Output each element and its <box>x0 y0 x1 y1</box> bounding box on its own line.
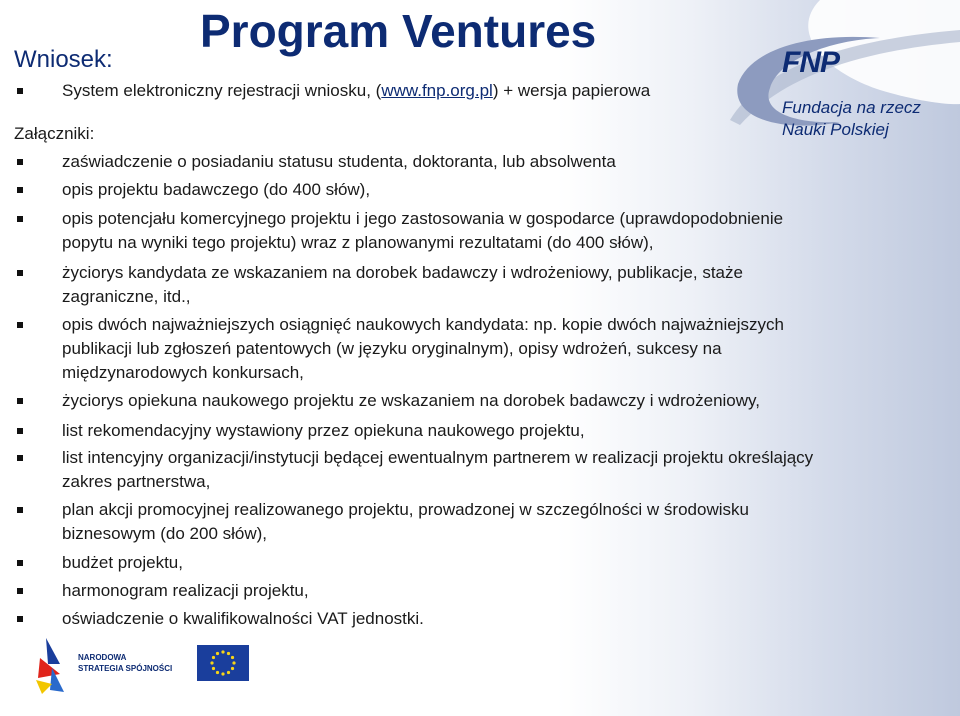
bullet-icon <box>17 88 23 94</box>
bullet-icon <box>17 216 23 222</box>
bullet-icon <box>17 398 23 404</box>
fnp-abbr: FNP <box>782 46 839 79</box>
attachment-item-line: publikacji lub zgłoszeń patentowych (w języku oryginalnym), opisy wdrożeń, sukcesy na <box>62 339 722 358</box>
attachment-item-line: popytu na wyniki tego projektu) wraz z planowanymi rezultatami (do 400 słów), <box>62 233 654 252</box>
attachment-item-line: biznesowym (do 200 słów), <box>62 524 268 543</box>
attachment-item-line: budżet projektu, <box>62 553 183 572</box>
bullet-icon <box>17 455 23 461</box>
fnp-name-line2: Nauki Polskiej <box>782 120 889 139</box>
system-prefix: System elektroniczny rejestracji wniosku, ( <box>62 81 382 100</box>
bullet-icon <box>17 159 23 165</box>
bullet-icon <box>17 270 23 276</box>
bullet-icon <box>17 588 23 594</box>
bullet-icon <box>17 322 23 328</box>
slide-title: Program Ventures <box>200 5 597 57</box>
bullet-icon <box>17 560 23 566</box>
attachment-item-line: opis potencjału komercyjnego projektu i jego zastosowania w gospodarce (uprawdopodobnienie <box>62 209 784 228</box>
attachments-label: Załączniki: <box>14 124 95 143</box>
bullet-icon <box>17 616 23 622</box>
fnp-name-line1: Fundacja na rzecz <box>782 98 921 117</box>
nss-text-line1: NARODOWA <box>78 653 127 662</box>
attachment-item-line: opis projektu badawczego (do 400 słów), <box>62 180 371 199</box>
attachment-item-line: opis dwóch najważniejszych osiągnięć naukowych kandydata: np. kopie dwóch najważniejszych <box>62 315 784 334</box>
attachment-item-line: życiorys kandydata ze wskazaniem na dorobek badawczy i wdrożeniowy, publikacje, staże <box>62 263 743 282</box>
system-line <box>62 81 650 101</box>
attachment-item-line: zagraniczne, itd., <box>62 287 191 306</box>
section-heading: Wniosek: <box>14 46 113 73</box>
bullet-icon <box>17 507 23 513</box>
attachment-item-line: list rekomendacyjny wystawiony przez opiekuna naukowego projektu, <box>62 421 585 440</box>
eu-flag-icon <box>197 645 249 681</box>
attachment-item-line: list intencyjny organizacji/instytucji będącej ewentualnym partnerem w realizacji projektu określający <box>62 448 814 467</box>
attachment-item-line: oświadczenie o kwalifikowalności VAT jednostki. <box>62 609 424 628</box>
attachment-item-line: plan akcji promocyjnej realizowanego projektu, prowadzonej w szczególności w środowisku <box>62 500 749 519</box>
fnp-website-link[interactable]: www.fnp.org.pl <box>381 81 493 100</box>
bullet-icon <box>17 428 23 434</box>
attachment-item-line: zaświadczenie o posiadaniu statusu studenta, doktoranta, lub absolwenta <box>62 152 616 171</box>
nss-text-line2: STRATEGIA SPÓJNOŚCI <box>78 664 173 673</box>
bullet-icon <box>17 187 23 193</box>
attachment-item-line: życiorys opiekuna naukowego projektu ze wskazaniem na dorobek badawczy i wdrożeniowy, <box>62 391 760 410</box>
attachment-item-line: harmonogram realizacji projektu, <box>62 581 309 600</box>
attachment-item-line: międzynarodowych konkursach, <box>62 363 304 382</box>
attachment-item-line: zakres partnerstwa, <box>62 472 211 491</box>
system-suffix: ) + wersja papierowa <box>492 81 651 100</box>
